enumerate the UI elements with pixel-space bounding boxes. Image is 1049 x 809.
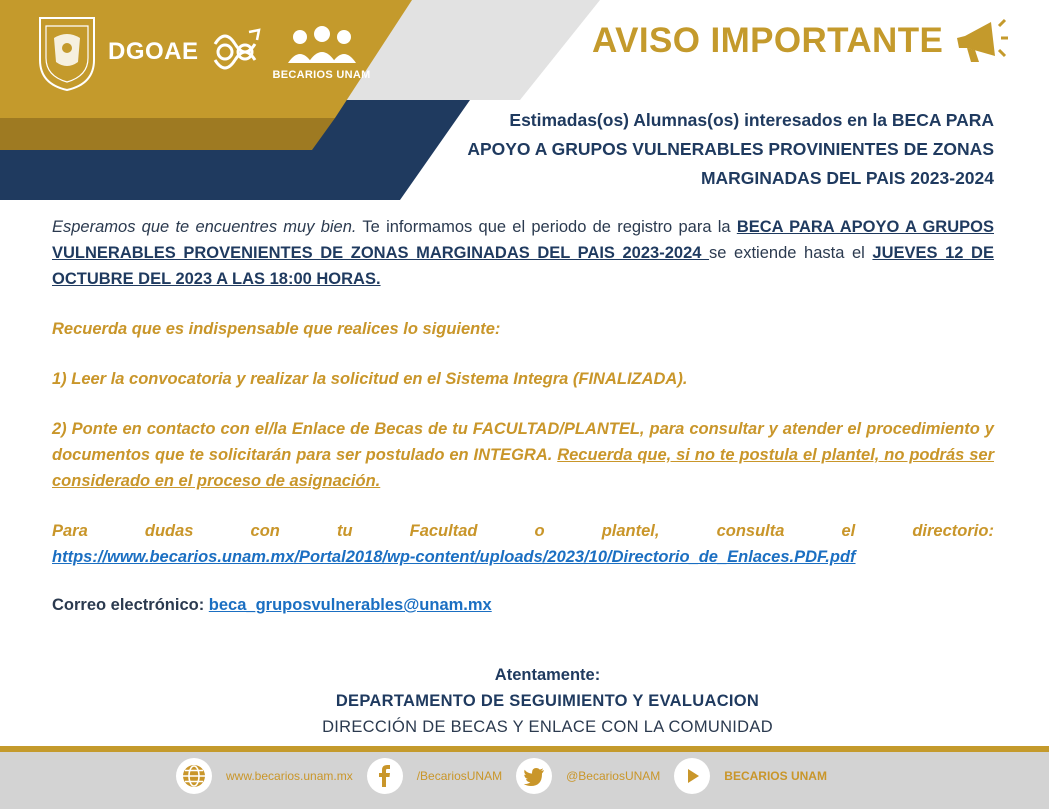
email-link[interactable]: beca_gruposvulnerables@unam.mx <box>208 596 492 614</box>
extension-text: se extiende hasta el <box>709 244 873 262</box>
email-label: Correo electrónico: <box>52 596 209 614</box>
info-text: Te informamos que el periodo de registro para la <box>356 218 737 236</box>
footer-facebook[interactable] <box>367 758 502 794</box>
people-icon <box>284 23 360 67</box>
signature-direction: DIRECCIÓN DE BECAS Y ENLACE CON LA COMUNIDAD <box>322 718 773 736</box>
reminder-heading: Recuerda que es indispensable que realices lo siguiente: <box>52 320 501 338</box>
twitter-icon <box>516 758 552 794</box>
facebook-icon <box>367 758 403 794</box>
megaphone-icon <box>951 16 1009 66</box>
directory-word: Facultad <box>409 522 478 540</box>
directory-word: con <box>250 522 280 540</box>
facebook-text: /BecariosUNAM <box>416 769 503 783</box>
youtube-icon <box>674 758 710 794</box>
greeting-text: Esperamos que te encuentres muy bien. <box>52 218 357 236</box>
signature-block <box>0 662 1049 740</box>
footer-social-row <box>176 758 841 794</box>
step-2-warning: Recuerda que, si no te postula el plantel, no podrás ser considerado en el proceso de asignación. <box>52 446 994 490</box>
registration-paragraph <box>52 214 994 292</box>
twitter-text: @BecariosUNAM <box>566 769 661 783</box>
step-2 <box>52 416 994 494</box>
directory-word: el <box>841 522 856 540</box>
knot-logo-icon <box>207 24 263 80</box>
directory-word: directorio: <box>912 522 994 540</box>
footer-website[interactable] <box>176 758 353 794</box>
directory-word: Para <box>52 522 88 540</box>
intro-header <box>394 106 994 193</box>
directory-word: consulta <box>716 522 785 540</box>
intro-line: MARGINADAS DEL PAIS 2023-2024 <box>700 168 994 188</box>
signature-closing: Atentamente: <box>494 666 601 684</box>
step-1: 1) Leer la convocatoria y realizar la solicitud en el Sistema Integra (FINALIZADA). <box>52 370 688 388</box>
step-2-text: 2) Ponte en contacto con el/la Enlace de Becas de tu FACULTAD/PLANTEL, para consultar y atender el procedimiento y documentos que te solicitarán para ser postulado en INTEGRA. <box>52 420 994 464</box>
directory-sentence <box>52 518 994 544</box>
aviso-title: AVISO IMPORTANTE <box>592 21 944 60</box>
deadline-text: JUEVES 12 DE OCTUBRE DEL 2023 A LAS 18:00 HORAS. <box>52 244 994 288</box>
becarios-unam-logo <box>273 23 371 81</box>
beca-name: BECA PARA APOYO A GRUPOS VULNERABLES PROVENIENTES DE ZONAS MARGINADAS DEL PAIS 2023-2024 <box>52 218 994 262</box>
intro-line: Estimadas(os) Alumnas(os) interesados en la BECA PARA <box>509 110 994 130</box>
youtube-text: BECARIOS UNAM <box>724 769 827 783</box>
globe-icon <box>176 758 212 794</box>
notice-body <box>52 214 994 618</box>
intro-line: APOYO A GRUPOS VULNERABLES PROVINIENTES DE ZONAS <box>467 139 994 159</box>
dgoae-logo-text: DGOAE <box>108 38 199 65</box>
directory-word: tu <box>336 522 353 540</box>
becarios-unam-logo-text: BECARIOS UNAM <box>272 69 371 81</box>
footer-bar <box>0 746 1049 809</box>
directory-word: o <box>534 522 545 540</box>
signature-department: DEPARTAMENTO DE SEGUIMIENTO Y EVALUACION <box>335 692 760 710</box>
website-text: www.becarios.unam.mx <box>226 769 353 783</box>
header-logos <box>34 12 371 92</box>
footer-twitter[interactable] <box>516 758 660 794</box>
email-line <box>52 592 994 618</box>
footer-youtube[interactable] <box>674 758 827 794</box>
aviso-heading <box>592 16 1009 66</box>
directory-word: dudas <box>144 522 194 540</box>
directory-word: plantel, <box>601 522 660 540</box>
directory-link[interactable]: https://www.becarios.unam.mx/Portal2018/wp-content/uploads/2023/10/Directorio_de_Enlaces.PDF.pdf <box>52 548 856 566</box>
unam-seal-icon <box>34 12 100 92</box>
